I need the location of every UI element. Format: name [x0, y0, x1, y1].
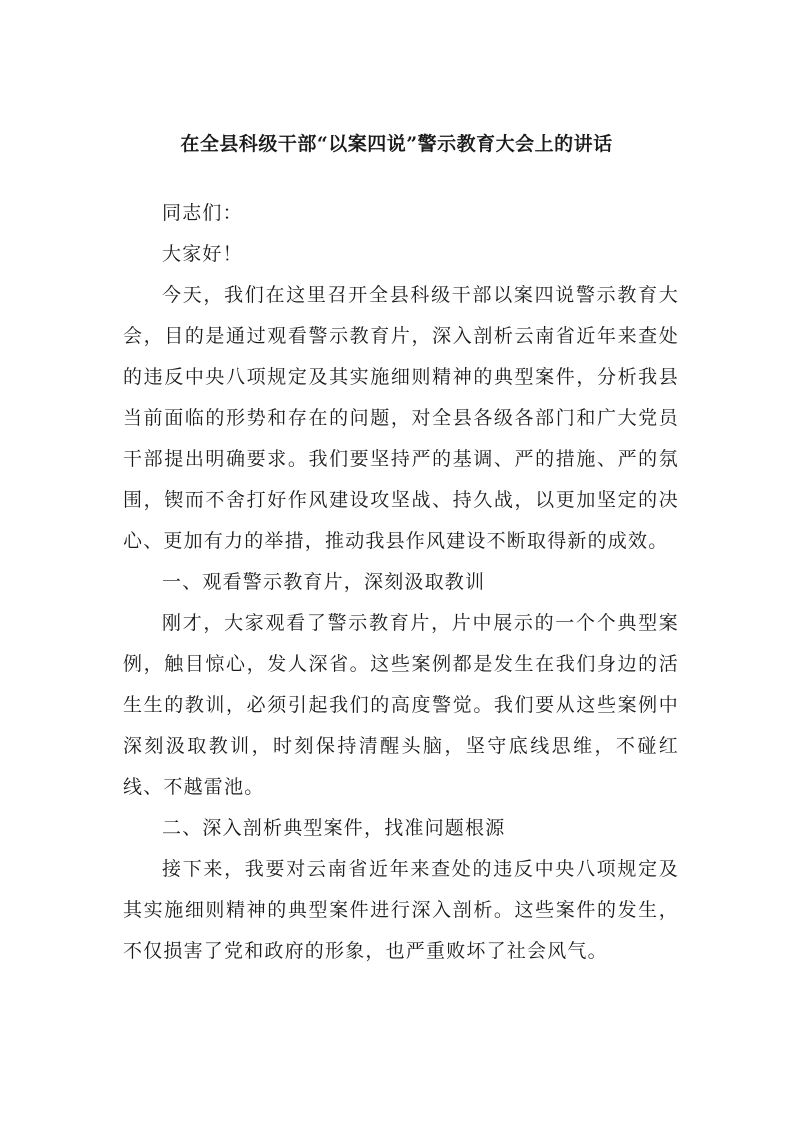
document-title: 在全县科级干部“以案四说”警示教育大会上的讲话: [180, 133, 613, 155]
section-1-paragraph: 刚才，大家观看了警示教育片，片中展示的一个个典型案例，触目惊心，发人深省。这些案例都是发生在我们身边的活生生的教训，必须引起我们的高度警觉。我们要从这些案例中深刻汲取教训，时刻保持清醒头脑，坚守底线思维，不碰红线、不越雷池。: [123, 612, 679, 798]
greeting: 大家好！: [162, 243, 243, 265]
section-2-paragraph: 接下来，我要对云南省近年来查处的违反中央八项规定及其实施细则精神的典型案件进行深入剖析。这些案件的发生，不仅损害了党和政府的形象，也严重败坏了社会风气。: [123, 858, 679, 962]
section-2-heading: 二、深入剖析典型案件，找准问题根源: [162, 817, 506, 839]
intro-paragraph: 今天，我们在这里召开全县科级干部以案四说警示教育大会，目的是通过观看警示教育片，深入剖析云南省近年来查处的违反中央八项规定及其实施细则精神的典型案件，分析我县当前面临的形势和存在的问题，对全县各级各部门和广大党员干部提出明确要求。我们要坚持严的基调、严的措施、严的氛围，锲而不舍打好作风建设攻坚战、持久战，以更加坚定的决心、更加有力的举措，推动我县作风建设不断取得新的成效。: [123, 284, 679, 552]
salutation: 同志们：: [162, 202, 243, 224]
document-body: [123, 193, 679, 972]
section-1-heading: 一、观看警示教育片，深刻汲取教训: [162, 571, 486, 593]
